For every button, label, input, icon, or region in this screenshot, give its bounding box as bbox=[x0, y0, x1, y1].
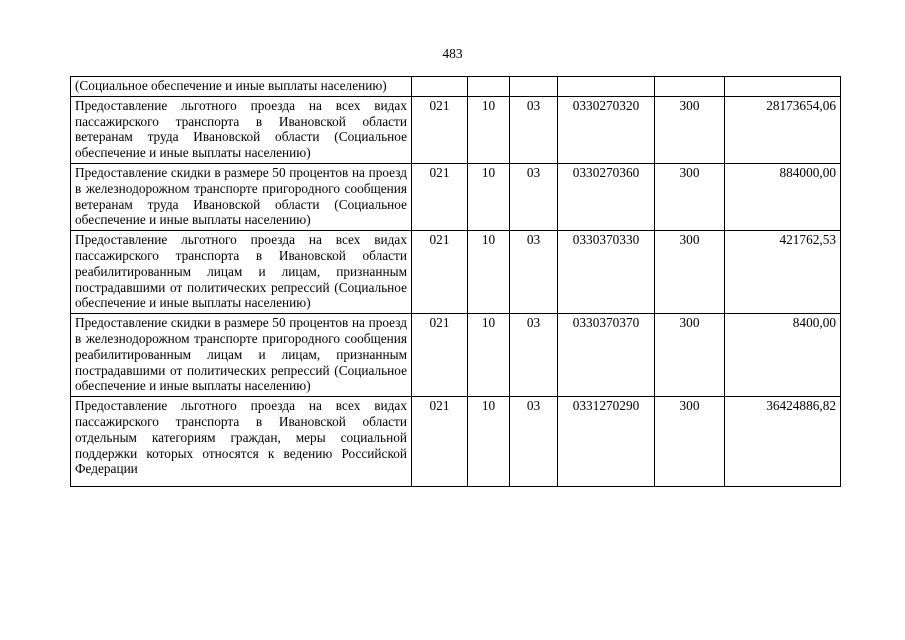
row-subsection-code: 03 bbox=[510, 231, 558, 314]
row-description: Предоставление льготного проезда на всех видах пассажирского транспорта в Ивановской области реабилитированным лицам и лицам, признанным пострадавшими от политических репрессий (Социальное обеспечение и иные выплаты населению) bbox=[71, 231, 412, 314]
table-row bbox=[71, 231, 841, 314]
row-amount: 8400,00 bbox=[725, 314, 841, 397]
row-section-code bbox=[468, 77, 510, 97]
row-grbs-code: 021 bbox=[412, 163, 468, 230]
row-target-article bbox=[558, 77, 655, 97]
row-subsection-code: 03 bbox=[510, 163, 558, 230]
row-description: (Социальное обеспечение и иные выплаты населению) bbox=[71, 77, 412, 97]
row-grbs-code: 021 bbox=[412, 96, 468, 163]
row-amount: 28173654,06 bbox=[725, 96, 841, 163]
row-subsection-code: 03 bbox=[510, 314, 558, 397]
row-section-code: 10 bbox=[468, 231, 510, 314]
row-expense-type: 300 bbox=[655, 96, 725, 163]
table-row bbox=[71, 397, 841, 487]
row-subsection-code: 03 bbox=[510, 96, 558, 163]
table-row bbox=[71, 163, 841, 230]
row-target-article: 0330270320 bbox=[558, 96, 655, 163]
table-row bbox=[71, 96, 841, 163]
row-section-code: 10 bbox=[468, 96, 510, 163]
page-number: 483 bbox=[442, 46, 463, 61]
row-expense-type bbox=[655, 77, 725, 97]
row-section-code: 10 bbox=[468, 163, 510, 230]
row-subsection-code: 03 bbox=[510, 397, 558, 487]
row-description: Предоставление льготного проезда на всех видах пассажирского транспорта в Ивановской области отдельным категориям граждан, меры социальной поддержки которых относятся к ведению Российской Федерации bbox=[71, 397, 412, 487]
row-amount: 36424886,82 bbox=[725, 397, 841, 487]
row-amount bbox=[725, 77, 841, 97]
row-grbs-code: 021 bbox=[412, 231, 468, 314]
row-grbs-code: 021 bbox=[412, 397, 468, 487]
row-description: Предоставление скидки в размере 50 процентов на проезд в железнодорожном транспорте пригородного сообщения ветеранам труда Ивановской области (Социальное обеспечение и иные выплаты населению) bbox=[71, 163, 412, 230]
budget-table bbox=[70, 76, 841, 487]
row-grbs-code bbox=[412, 77, 468, 97]
row-target-article: 0331270290 bbox=[558, 397, 655, 487]
row-expense-type: 300 bbox=[655, 314, 725, 397]
row-target-article: 0330370370 bbox=[558, 314, 655, 397]
row-target-article: 0330270360 bbox=[558, 163, 655, 230]
row-description: Предоставление льготного проезда на всех видах пассажирского транспорта в Ивановской области ветеранам труда Ивановской области (Социальное обеспечение и иные выплаты населению) bbox=[71, 96, 412, 163]
row-section-code: 10 bbox=[468, 397, 510, 487]
row-amount: 421762,53 bbox=[725, 231, 841, 314]
row-target-article: 0330370330 bbox=[558, 231, 655, 314]
row-section-code: 10 bbox=[468, 314, 510, 397]
row-expense-type: 300 bbox=[655, 231, 725, 314]
row-expense-type: 300 bbox=[655, 397, 725, 487]
row-grbs-code: 021 bbox=[412, 314, 468, 397]
table-row bbox=[71, 314, 841, 397]
table-row bbox=[71, 77, 841, 97]
row-expense-type: 300 bbox=[655, 163, 725, 230]
row-subsection-code bbox=[510, 77, 558, 97]
row-description: Предоставление скидки в размере 50 процентов на проезд в железнодорожном транспорте пригородного сообщения реабилитированным лицам и лицам, признанным пострадавшими от политических репрессий (Социальное обеспечение и иные выплаты населению) bbox=[71, 314, 412, 397]
row-amount: 884000,00 bbox=[725, 163, 841, 230]
